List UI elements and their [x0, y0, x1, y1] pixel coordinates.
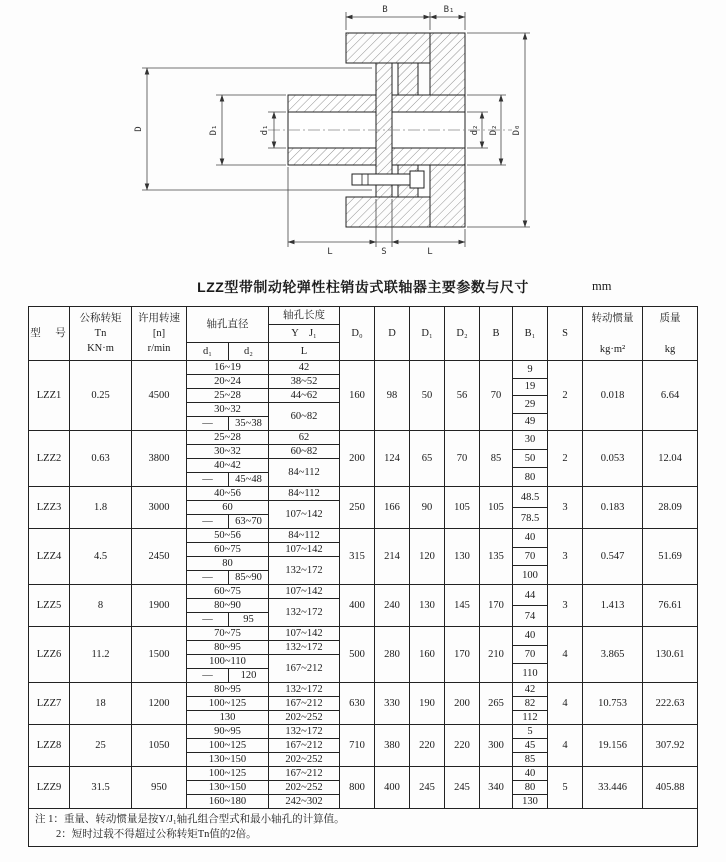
B1-value: 5 [527, 726, 533, 737]
dim-label-L-left: L [327, 247, 333, 257]
mass-cell: 12.04 [643, 431, 698, 487]
bore-diameter-cell: 80~95 [187, 683, 269, 697]
D2-cell: 70 [445, 431, 480, 487]
speed-cell: 1050 [132, 725, 187, 767]
bore-length-cell: 44~62 [269, 389, 340, 403]
col-header-d2: d₂ [229, 343, 269, 361]
model-cell: LZZ1 [29, 361, 70, 431]
B1-value: 50 [513, 449, 547, 468]
B-cell: 300 [480, 725, 513, 767]
col-header-mass [643, 307, 698, 361]
mass-cell: 222.63 [643, 683, 698, 725]
model-cell: LZZ6 [29, 627, 70, 683]
d2-cell: 45~48 [229, 473, 269, 487]
inertia-cell: 3.865 [583, 627, 643, 683]
bore-diameter-cell: 60~75 [187, 543, 269, 557]
B1-cell [513, 627, 548, 683]
speed-label: 许用转速 [138, 313, 180, 324]
model-cell: LZZ2 [29, 431, 70, 487]
B1-value: 40 [524, 630, 536, 642]
bore-row [29, 767, 698, 781]
col-header-d1: d₁ [187, 343, 229, 361]
elastic-pin [352, 171, 424, 188]
bore-diameter-cell: 70~75 [187, 627, 269, 641]
dim-label-D1: D₁ [209, 124, 219, 136]
D1-cell: 220 [410, 725, 445, 767]
col-header-S: S [548, 307, 583, 361]
S-cell: 2 [548, 431, 583, 487]
speed-symbol: [n] [152, 328, 166, 339]
col-header-D0: D₀ [340, 307, 375, 361]
col-header-bore-length: 轴孔长度 [269, 307, 340, 325]
B1-value: 70 [513, 645, 547, 664]
coupling-section-drawing [0, 0, 726, 272]
B1-value: 100 [513, 565, 547, 584]
bore-length-cell: 62 [269, 431, 340, 445]
B1-value: 82 [513, 696, 547, 710]
torque-symbol: Tn [94, 328, 107, 339]
B-cell: 105 [480, 487, 513, 529]
d1-dash-cell: — [187, 669, 229, 683]
D1-cell: 50 [410, 361, 445, 431]
D1-cell: 190 [410, 683, 445, 725]
d1-dash-cell: — [187, 515, 229, 529]
torque-cell: 11.2 [70, 627, 132, 683]
col-header-D2: D₂ [445, 307, 480, 361]
mass-unit: kg [664, 343, 676, 355]
B1-value: 45 [513, 738, 547, 752]
B1-cell [513, 487, 548, 529]
bore-diameter-cell: 25~28 [187, 389, 269, 403]
D0-cell: 160 [340, 361, 375, 431]
B1-value: 112 [513, 710, 547, 724]
D0-cell: 800 [340, 767, 375, 809]
inertia-cell: 0.547 [583, 529, 643, 585]
S-cell: 3 [548, 585, 583, 627]
B-cell: 170 [480, 585, 513, 627]
D2-cell: 105 [445, 487, 480, 529]
S-cell: 4 [548, 683, 583, 725]
B1-cell [513, 529, 548, 585]
inertia-cell: 1.413 [583, 585, 643, 627]
bore-row [29, 725, 698, 739]
D0-cell: 315 [340, 529, 375, 585]
model-cell: LZZ7 [29, 683, 70, 725]
D1-cell: 245 [410, 767, 445, 809]
B1-cell [513, 361, 548, 431]
bore-diameter-cell: 20~24 [187, 375, 269, 389]
bore-diameter-cell: 100~125 [187, 767, 269, 781]
col-header-model: 型 号 [29, 307, 70, 361]
col-header-bore-diameter: 轴孔直径 [187, 307, 269, 343]
dim-label-d2: d₂ [470, 124, 480, 136]
B-cell: 340 [480, 767, 513, 809]
inertia-cell: 0.053 [583, 431, 643, 487]
speed-cell: 1500 [132, 627, 187, 683]
dim-label-D: D [134, 126, 144, 132]
D1-cell: 130 [410, 585, 445, 627]
D-cell: 240 [375, 585, 410, 627]
bore-diameter-cell: 80 [187, 557, 269, 571]
torque-cell: 25 [70, 725, 132, 767]
bore-diameter-cell: 80~95 [187, 641, 269, 655]
bore-length-cell: 132~172 [269, 641, 340, 655]
D0-cell: 400 [340, 585, 375, 627]
inertia-unit: kg·m² [599, 343, 626, 355]
inertia-cell: 0.018 [583, 361, 643, 431]
D0-cell: 250 [340, 487, 375, 529]
bore-diameter-cell: 90~95 [187, 725, 269, 739]
S-cell: 5 [548, 767, 583, 809]
page-title: LZZ型带制动轮弹性柱销齿式联轴器主要参数与尺寸 [197, 279, 529, 295]
bore-length-cell: 84~112 [269, 459, 340, 487]
bore-length-cell: 107~142 [269, 543, 340, 557]
speed-cell: 3800 [132, 431, 187, 487]
bore-diameter-cell: 80~90 [187, 599, 269, 613]
bore-diameter-cell: 40~56 [187, 487, 269, 501]
bore-diameter-cell: 25~28 [187, 431, 269, 445]
B1-value: 9 [527, 363, 533, 375]
col-header-L: L [269, 343, 340, 361]
S-cell: 4 [548, 627, 583, 683]
bore-length-cell: 42 [269, 361, 340, 375]
bore-length-cell: 107~142 [269, 585, 340, 599]
bore-row [29, 487, 698, 501]
torque-cell: 4.5 [70, 529, 132, 585]
B1-cell [513, 767, 548, 809]
S-cell: 2 [548, 361, 583, 431]
torque-cell: 0.63 [70, 431, 132, 487]
B1-value: 44 [524, 589, 536, 601]
bore-diameter-cell: 60 [187, 501, 269, 515]
D-cell: 98 [375, 361, 410, 431]
D-cell: 166 [375, 487, 410, 529]
D2-cell: 220 [445, 725, 480, 767]
torque-cell: 18 [70, 683, 132, 725]
D-cell: 400 [375, 767, 410, 809]
table-notes [29, 809, 698, 847]
speed-cell: 3000 [132, 487, 187, 529]
d2-cell: 120 [229, 669, 269, 683]
D2-cell: 200 [445, 683, 480, 725]
table-body [29, 361, 698, 809]
speed-unit: r/min [147, 343, 171, 354]
torque-cell: 31.5 [70, 767, 132, 809]
D-cell: 124 [375, 431, 410, 487]
speed-cell: 1200 [132, 683, 187, 725]
bore-length-cell: 132~172 [269, 599, 340, 627]
dim-label-B: B [382, 5, 388, 15]
D1-cell: 120 [410, 529, 445, 585]
col-header-B: B [480, 307, 513, 361]
bore-length-cell: 60~82 [269, 445, 340, 459]
model-cell: LZZ9 [29, 767, 70, 809]
bore-length-cell: 84~112 [269, 529, 340, 543]
D1-cell: 90 [410, 487, 445, 529]
inertia-cell: 10.753 [583, 683, 643, 725]
dim-label-B1: B₁ [443, 5, 455, 15]
S-cell: 4 [548, 725, 583, 767]
model-cell: LZZ3 [29, 487, 70, 529]
d1-dash-cell: — [187, 473, 229, 487]
col-header-YJ1: Y J₁ [269, 325, 340, 343]
D2-cell: 170 [445, 627, 480, 683]
model-cell: LZZ4 [29, 529, 70, 585]
bore-diameter-cell: 130~150 [187, 781, 269, 795]
bore-length-cell: 167~212 [269, 697, 340, 711]
B1-cell [513, 683, 548, 725]
torque-label: 公称转矩 [79, 313, 122, 324]
bore-diameter-cell: 100~110 [187, 655, 269, 669]
bore-row [29, 529, 698, 543]
B-cell: 70 [480, 361, 513, 431]
bore-row [29, 431, 698, 445]
D2-cell: 145 [445, 585, 480, 627]
bore-length-cell: 167~212 [269, 739, 340, 753]
B1-value: 85 [513, 752, 547, 766]
bore-row [29, 361, 698, 375]
B1-value: 42 [524, 684, 536, 695]
mass-cell: 51.69 [643, 529, 698, 585]
B1-value: 78.5 [513, 507, 547, 528]
B1-value: 70 [513, 547, 547, 566]
S-cell: 3 [548, 487, 583, 529]
d1-dash-cell: — [187, 613, 229, 627]
bore-length-cell: 107~142 [269, 501, 340, 529]
table-header [29, 307, 698, 361]
D2-cell: 245 [445, 767, 480, 809]
unit-label: mm [592, 279, 612, 293]
D-cell: 280 [375, 627, 410, 683]
bore-length-cell: 107~142 [269, 627, 340, 641]
D1-cell: 160 [410, 627, 445, 683]
S-cell: 3 [548, 529, 583, 585]
model-cell: LZZ8 [29, 725, 70, 767]
bore-row [29, 627, 698, 641]
bore-diameter-cell: 40~42 [187, 459, 269, 473]
B-cell: 210 [480, 627, 513, 683]
B1-value: 130 [513, 794, 547, 808]
B1-value: 19 [513, 378, 547, 396]
torque-cell: 0.25 [70, 361, 132, 431]
B1-value: 30 [524, 434, 536, 446]
bore-length-cell: 202~252 [269, 781, 340, 795]
B-cell: 265 [480, 683, 513, 725]
bore-row [29, 585, 698, 599]
bore-diameter-cell: 100~125 [187, 739, 269, 753]
col-header-inertia [583, 307, 643, 361]
dim-label-L-right: L [427, 247, 433, 257]
B1-value: 40 [524, 768, 536, 779]
B1-value: 110 [513, 663, 547, 682]
title-row [0, 272, 726, 302]
dim-label-D0: D₀ [512, 124, 522, 136]
B1-cell [513, 725, 548, 767]
mass-cell: 405.88 [643, 767, 698, 809]
bore-length-cell: 132~172 [269, 683, 340, 697]
D0-cell: 630 [340, 683, 375, 725]
bore-length-cell: 60~82 [269, 403, 340, 431]
inertia-cell: 33.446 [583, 767, 643, 809]
bore-diameter-cell: 50~56 [187, 529, 269, 543]
d2-cell: 95 [229, 613, 269, 627]
note-line-1: 注 1：重量、转动惯量是按Y/J₁轴孔组合型式和最小轴孔的计算值。 [35, 814, 345, 825]
col-header-D1: D₁ [410, 307, 445, 361]
B1-value: 48.5 [520, 491, 540, 503]
mass-cell: 130.61 [643, 627, 698, 683]
d2-cell: 63~70 [229, 515, 269, 529]
D-cell: 380 [375, 725, 410, 767]
d1-dash-cell: — [187, 417, 229, 431]
col-header-D: D [375, 307, 410, 361]
torque-cell: 8 [70, 585, 132, 627]
B1-value: 80 [513, 780, 547, 794]
mass-cell: 28.09 [643, 487, 698, 529]
D-cell: 214 [375, 529, 410, 585]
D-cell: 330 [375, 683, 410, 725]
spec-table [28, 306, 698, 847]
inertia-label: 转动惯量 [591, 312, 634, 324]
B1-cell [513, 585, 548, 627]
bore-diameter-cell: 30~32 [187, 403, 269, 417]
dim-label-D2: D₂ [489, 124, 499, 136]
B1-value: 40 [524, 532, 536, 544]
B1-value: 29 [513, 395, 547, 413]
B-cell: 135 [480, 529, 513, 585]
bore-length-cell: 242~302 [269, 795, 340, 809]
mass-cell: 307.92 [643, 725, 698, 767]
inertia-cell: 0.183 [583, 487, 643, 529]
bore-length-cell: 38~52 [269, 375, 340, 389]
B1-value: 74 [513, 605, 547, 626]
dim-label-d1: d₁ [260, 124, 270, 136]
bore-length-cell: 167~212 [269, 655, 340, 683]
bore-diameter-cell: 16~19 [187, 361, 269, 375]
bore-length-cell: 202~252 [269, 711, 340, 725]
bore-length-cell: 202~252 [269, 753, 340, 767]
bore-length-cell: 84~112 [269, 487, 340, 501]
col-header-B1: B₁ [513, 307, 548, 361]
D2-cell: 56 [445, 361, 480, 431]
d2-cell: 85~90 [229, 571, 269, 585]
bore-diameter-cell: 160~180 [187, 795, 269, 809]
bore-diameter-cell: 60~75 [187, 585, 269, 599]
bore-row [29, 683, 698, 697]
B1-cell [513, 431, 548, 487]
bore-length-cell: 167~212 [269, 767, 340, 781]
torque-cell: 1.8 [70, 487, 132, 529]
B1-value: 49 [513, 413, 547, 431]
bore-diameter-cell: 130 [187, 711, 269, 725]
bore-diameter-cell: 30~32 [187, 445, 269, 459]
speed-cell: 1900 [132, 585, 187, 627]
B1-value: 80 [513, 467, 547, 486]
inertia-cell: 19.156 [583, 725, 643, 767]
d2-cell: 35~38 [229, 417, 269, 431]
D0-cell: 500 [340, 627, 375, 683]
speed-cell: 4500 [132, 361, 187, 431]
speed-cell: 2450 [132, 529, 187, 585]
col-header-torque [70, 307, 132, 361]
bore-diameter-cell: 130~150 [187, 753, 269, 767]
mass-cell: 76.61 [643, 585, 698, 627]
speed-cell: 950 [132, 767, 187, 809]
D2-cell: 130 [445, 529, 480, 585]
bore-length-cell: 132~172 [269, 557, 340, 585]
mass-cell: 6.64 [643, 361, 698, 431]
mass-label: 质量 [659, 312, 681, 324]
torque-unit: KN·m [87, 343, 114, 354]
dim-label-S: S [381, 247, 387, 257]
col-header-speed [132, 307, 187, 361]
D0-cell: 710 [340, 725, 375, 767]
D1-cell: 65 [410, 431, 445, 487]
bore-length-cell: 132~172 [269, 725, 340, 739]
bore-diameter-cell: 100~125 [187, 697, 269, 711]
coupling-drawing-area [0, 0, 726, 272]
model-cell: LZZ5 [29, 585, 70, 627]
d1-dash-cell: — [187, 571, 229, 585]
B-cell: 85 [480, 431, 513, 487]
note-line-2: 2：短时过载不得超过公称转矩Tn值的2倍。 [56, 829, 257, 840]
D0-cell: 200 [340, 431, 375, 487]
